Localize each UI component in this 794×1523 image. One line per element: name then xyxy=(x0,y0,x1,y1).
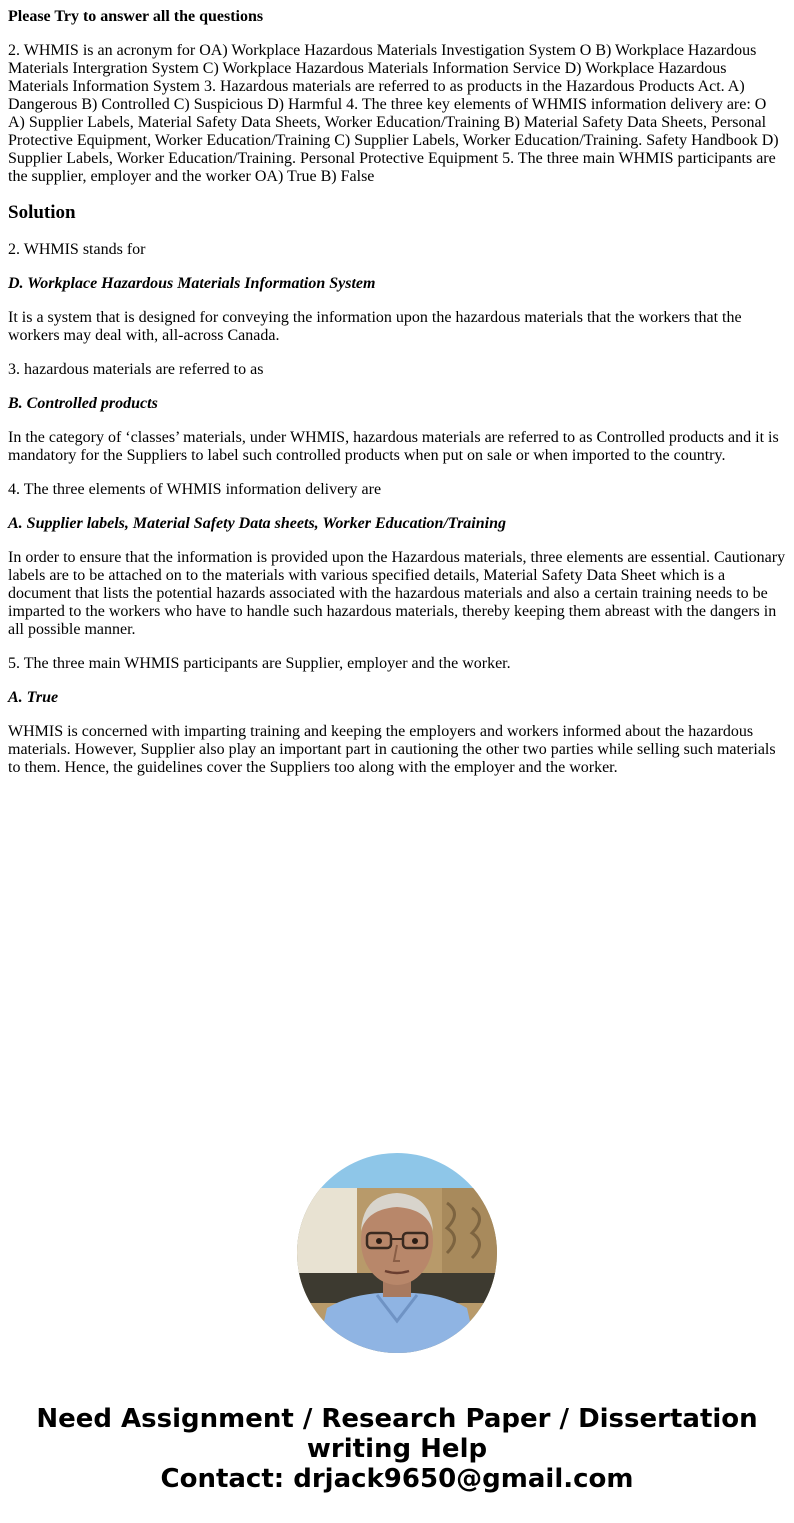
solution-q2-question: 2. WHMIS stands for xyxy=(8,241,146,258)
author-avatar xyxy=(297,1153,497,1353)
question-body: 2. WHMIS is an acronym for OA) Workplace Hazardous Materials Investigation System O B) Workplace Hazardous Materials Intergration System C) Workplace Hazardous Materials Information Service D) Workplace Hazardous Materials Information System 3. Hazardous materials are referred to as products in the Hazardous Products Act. A) Dangerous B) Controlled C) Suspicious D) Harmful 4. The three key elements of WHMIS information delivery are: O A) Supplier Labels, Material Safety Data Sheets, Worker Education/Training B) Material Safety Data Sheets, Personal Protective Equipment, Worker Education/Training C) Supplier Labels, Worker Education/Training. Safety Handbook D) Supplier Labels, Worker Education/Training. Personal Protective Equipment 5. The three main WHMIS participants are the supplier, employer and the worker OA) True B) False xyxy=(8,42,779,185)
solution-q5-answer: A. True xyxy=(8,689,59,706)
solution-q5-question: 5. The three main WHMIS participants are Supplier, employer and the worker. xyxy=(8,655,511,672)
author-portrait-image xyxy=(297,1153,497,1353)
solution-q3-question: 3. hazardous materials are referred to as xyxy=(8,361,264,378)
promo-line-1: Need Assignment / Research Paper / Dissertation xyxy=(36,1404,758,1434)
solution-q2-answer: D. Workplace Hazardous Materials Information System xyxy=(8,275,376,292)
document-content xyxy=(8,8,786,793)
solution-q4-explanation: In order to ensure that the information is provided upon the Hazardous materials, three elements are essential. Cautionary labels are to be attached on to the materials with various specified details, Material Safety Data Sheet which is a document that lists the potential hazards associated with the hazardous materials and also a certain training needs to be imparted to the workers who have to handle such hazardous materials, thereby keeping them abreast with the dangers in all possible manner. xyxy=(8,549,786,638)
solution-q2-explanation: It is a system that is designed for conveying the information upon the hazardous materials that the workers that the workers may deal with, all-across Canada. xyxy=(8,309,742,344)
promo-line-2: writing Help xyxy=(306,1434,488,1464)
solution-q3-answer: B. Controlled products xyxy=(8,395,158,412)
promo-banner xyxy=(0,1404,794,1494)
solution-q4-answer: A. Supplier labels, Material Safety Data sheets, Worker Education/Training xyxy=(8,515,506,532)
solution-q3-explanation: In the category of ‘classes’ materials, under WHMIS, hazardous materials are referred to as Controlled products and it is mandatory for the Suppliers to label such controlled products when put on sale or when imported to the country. xyxy=(8,429,779,464)
question-title: Please Try to answer all the questions xyxy=(8,8,264,25)
solution-q4-question: 4. The three elements of WHMIS information delivery are xyxy=(8,481,382,498)
promo-contact: Contact: drjack9650@gmail.com xyxy=(160,1464,634,1494)
solution-q5-explanation: WHMIS is concerned with imparting training and keeping the employers and workers informed about the hazardous materials. However, Supplier also play an important part in cautioning the other two parties while selling such materials to them. Hence, the guidelines cover the Suppliers too along with the employer and the worker. xyxy=(8,723,776,776)
solution-heading: Solution xyxy=(8,202,76,223)
